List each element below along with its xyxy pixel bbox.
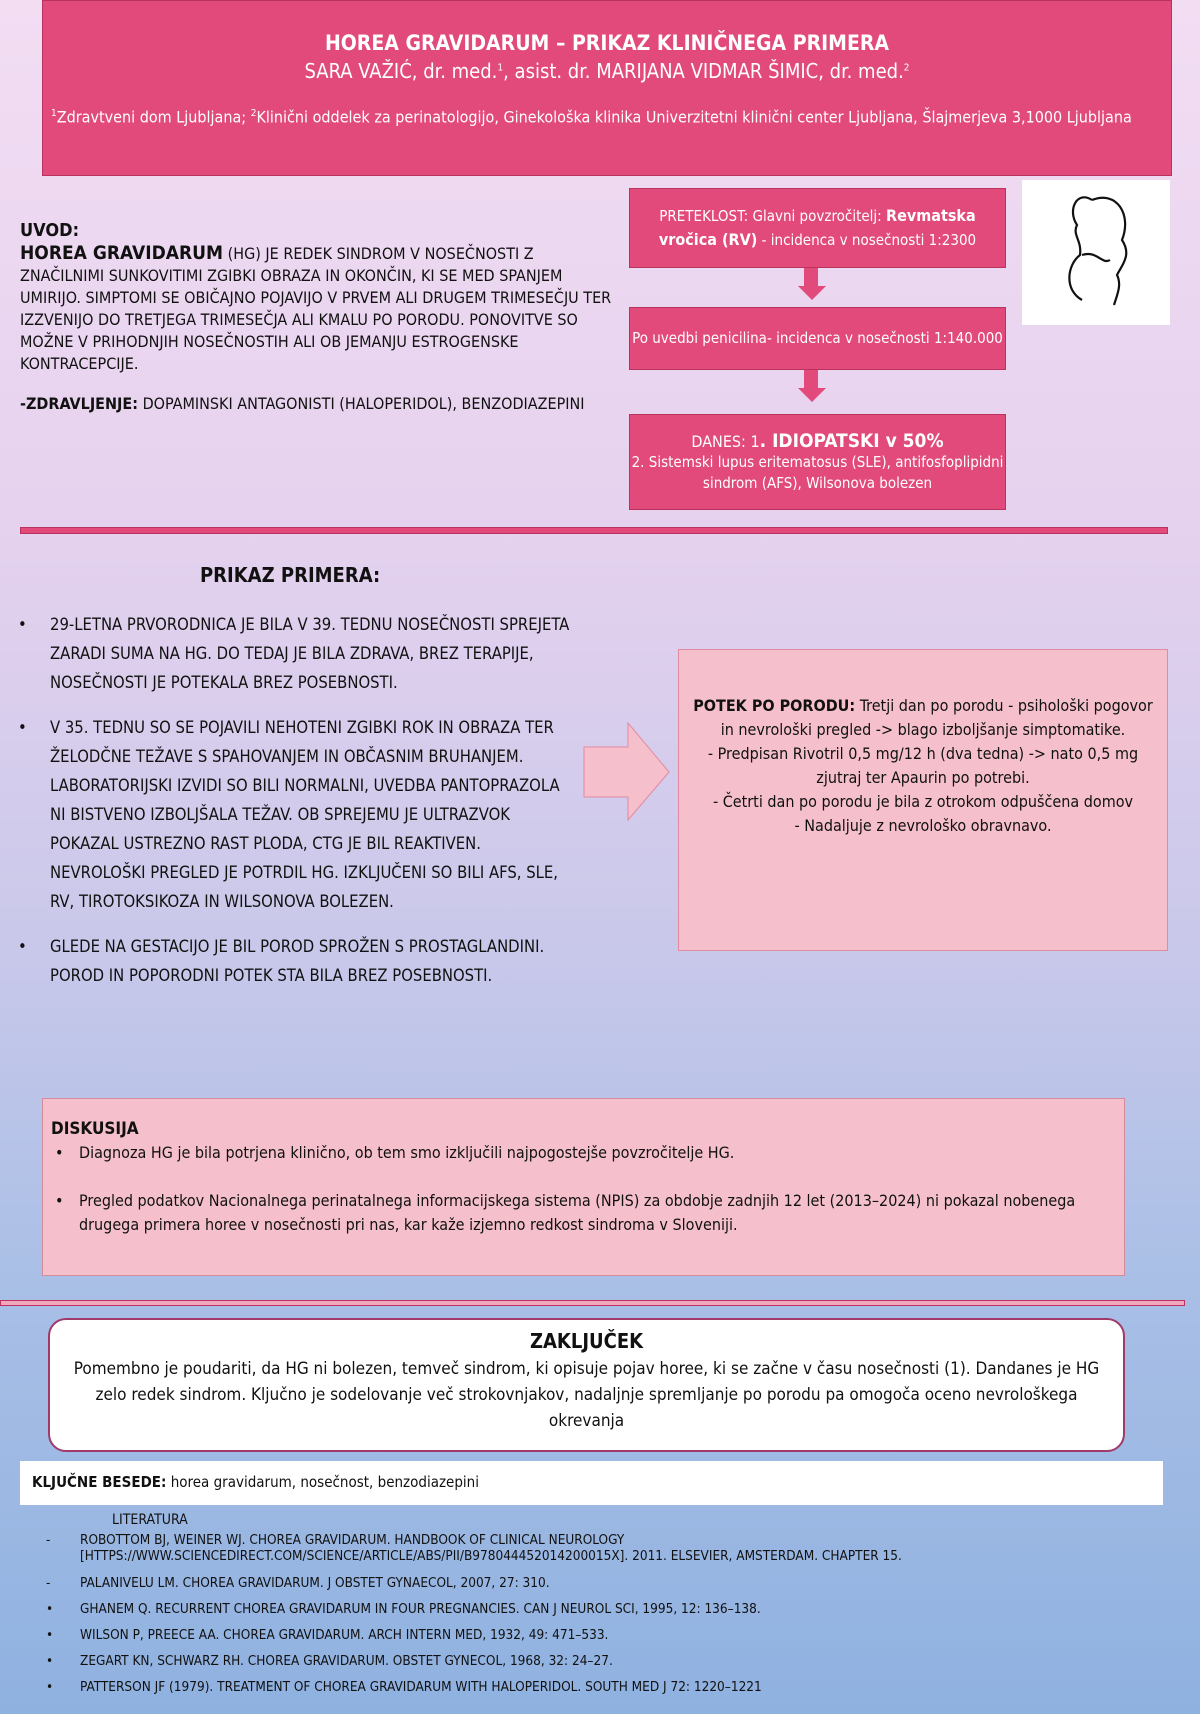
reference-text: PALANIVELU LM. CHOREA GRAVIDARUM. J OBSTET GYNAECOL, 2007, 27: 310. <box>80 1575 550 1591</box>
arrow-down-icon <box>798 370 824 402</box>
flow-box-past: PRETEKLOST: Glavni povzročitelj: Revmatska vročica (RV) - incidenca v nosečnosti 1:2300 <box>629 188 1006 268</box>
diskusija-box: DISKUSIJA • Diagnoza HG je bila potrjena klinično, ob tem smo izključili najpogostejše povzročitelje HG. • Pregled podatkov Nacionalnega perinatalnega informacijskega sistema (NPIS) za obdobje zadnjih 12 let (2013–2024) ni pokazal nobenega drugega primera horee v nosečnosti pri nas, kar kaže izjemno redkost sindroma v Sloveniji. <box>42 1098 1125 1276</box>
reference-text: WILSON P, PREECE AA. CHOREA GRAVIDARUM. ARCH INTERN MED, 1932, 49: 471–533. <box>80 1627 609 1643</box>
reference-item <box>32 1648 1132 1674</box>
uvod-heading: UVOD: <box>20 220 80 241</box>
bullet: • <box>46 1679 54 1695</box>
arrow-right-icon <box>583 722 671 822</box>
flow-box-penicillin: Po uvedbi penicilina- incidenca v nosečnosti 1:140.000 <box>629 307 1006 370</box>
potek-box: POTEK PO PORODU: Tretji dan po porodu - psihološki pogovor in nevrološki pregled -> blago izboljšanje simptomatike. - Predpisan Rivotril 0,5 mg/12 h (dva tedna) -> nato 0,5 mg zjutraj ter Apaurin po potrebi. - Četrti dan po porodu je bila z otrokom odpuščena domov - Nadaljuje z nevrološko obravnavo. <box>678 649 1168 951</box>
divider <box>0 1300 1185 1306</box>
list-item: - Nadaljuje z nevrološko obravnavo. <box>794 816 1052 835</box>
divider <box>20 527 1168 534</box>
uvod-section <box>20 220 620 415</box>
pregnant-woman-image <box>1022 180 1170 325</box>
authors: SARA VAŽIĆ, dr. med.$^1$, asist. dr. MARIJANA VIDMAR ŠIMIC, dr. med.$^2$ <box>304 59 910 83</box>
list-item: - Predpisan Rivotril 0,5 mg/12 h (dva tedna) -> nato 0,5 mg zjutraj ter Apaurin po potrebi. <box>707 744 1139 787</box>
reference-text: PATTERSON JF (1979). TREATMENT OF CHOREA GRAVIDARUM WITH HALOPERIDOL. SOUTH MED J 72: 1220–1221 <box>80 1679 762 1695</box>
list-item: • Pregled podatkov Nacionalnega perinatalnega informacijskega sistema (NPIS) za obdobje zadnjih 12 let (2013–2024) ni pokazal nobenega drugega primera horee v nosečnosti pri nas, kar kaže izjemno redkost sindroma v Sloveniji. <box>51 1189 1116 1237</box>
literatura-heading: LITERATURA <box>112 1512 188 1528</box>
reference-item <box>32 1532 1132 1564</box>
list-item: • V 35. TEDNU SO SE POJAVILI NEHOTENI ZGIBKI ROK IN OBRAZA TER ŽELODČNE TEŽAVE S SPAHOVANJEM IN OBČASNIM BRUHANJEM. LABORATORIJSKI IZVIDI SO BILI NORMALNI, UVEDBA PANTOPRAZOLA NI BISTVENO IZBOLJŠALA TEŽAV. OB SPREJEMU JE ULTRAZVOK POKAZAL USTREZNO RAST PLODA, CTG JE BIL REAKTIVEN. NEVROLOŠKI PREGLED JE POTRDIL HG. IZKLJUČENI SO BILI AFS, SLE, RV, TIROTOKSIKOZA IN WILSONOVA BOLEZEN. <box>18 713 578 916</box>
reference-text: GHANEM Q. RECURRENT CHOREA GRAVIDARUM IN FOUR PREGNANCIES. CAN J NEUROL SCI, 1995, 12: 136–138. <box>80 1601 761 1617</box>
bullet: - <box>46 1532 51 1548</box>
reference-item <box>32 1674 1132 1700</box>
flow-box-today: DANES: 1. IDIOPATSKI v 50% 2. Sistemski lupus eritematosus (SLE), antifosfoplipidni sindrom (AFS), Wilsonova bolezen <box>629 414 1006 510</box>
reference-text: ROBOTTOM BJ, WEINER WJ. CHOREA GRAVIDARUM. HANDBOOK OF CLINICAL NEUROLOGY [HTTPS://WWW.SCIENCEDIRECT.COM/SCIENCE/ARTICLE/ABS/PII/B978044452014200015X]. 2011. ELSEVIER, AMSTERDAM. CHAPTER 15. <box>80 1532 902 1564</box>
reference-item <box>32 1622 1132 1648</box>
reference-text: ZEGART KN, SCHWARZ RH. CHOREA GRAVIDARUM. OBSTET GYNECOL, 1968, 32: 24–27. <box>80 1653 613 1669</box>
literatura-section <box>32 1512 1132 1700</box>
poster-title: HOREA GRAVIDARUM – PRIKAZ KLINIČNEGA PRIMERA <box>324 31 890 55</box>
list-item: • GLEDE NA GESTACIJO JE BIL POROD SPROŽEN S PROSTAGLANDINI. POROD IN POPORODNI POTEK STA BILA BREZ POSEBNOSTI. <box>18 932 578 990</box>
bullet: • <box>46 1653 54 1669</box>
prikaz-heading: PRIKAZ PRIMERA: <box>200 563 381 587</box>
arrow-down-icon <box>798 268 824 300</box>
treatment-text: -ZDRAVLJENJE: DOPAMINSKI ANTAGONISTI (HALOPERIDOL), BENZODIAZEPINI <box>20 394 585 413</box>
list-item: • Diagnoza HG je bila potrjena klinično, ob tem smo izključili najpogostejše povzročitelje HG. <box>51 1141 1116 1165</box>
affiliations: $^1$Zdravtveni dom Ljubljana; $^2$Klinični oddelek za perinatologijo, Ginekološka klinika Univerzitetni klinični center Ljubljana, Šlajmerjeva 3,1000 Ljubljana <box>51 107 1132 127</box>
zakljucek-box: ZAKLJUČEK Pomembno je poudariti, da HG ni bolezen, temveč sindrom, ki opisuje pojav horee, ki se začne v času nosečnosti (1). Dandanes je HG zelo redek sindrom. Ključno je sodelovanje več strokovnjakov, nadaljnje spremljanje po porodu pa omogoča oceno nevrološkega okrevanja <box>48 1318 1125 1452</box>
bullet: • <box>46 1627 54 1643</box>
reference-item <box>32 1596 1132 1622</box>
bullet: - <box>46 1575 51 1591</box>
uvod-text: HOREA GRAVIDARUM (HG) JE REDEK SINDROM V NOSEČNOSTI Z ZNAČILNIMI SUNKOVITIMI ZGIBKI OBRAZA IN OKONČIN, KI SE MED SPANJEM UMIRIJO. SIMPTOMI SE OBIČAJNO POJAVIJO V PRVEM ALI DRUGEM TRIMESEČJU TER IZZVENIJO DO TRETJEGA TRIMESEČJA ALI KMALU PO PORODU. PONOVITVE SO MOŽNE V PRIHODNJIH NOSEČNOSTIH ALI OB JEMANJU ESTROGENSKE KONTRACEPCIJE. <box>20 242 612 373</box>
poster-header <box>42 0 1172 176</box>
list-item: • 29-LETNA PRVORODNICA JE BILA V 39. TEDNU NOSEČNOSTI SPREJETA ZARADI SUMA NA HG. DO TEDAJ JE BILA ZDRAVA, BREZ TERAPIJE, NOSEČNOSTI JE POTEKALA BREZ POSEBNOSTI. <box>18 610 578 697</box>
bullet: • <box>46 1601 54 1617</box>
case-list <box>18 610 578 1006</box>
keywords: KLJUČNE BESEDE: horea gravidarum, nosečnost, benzodiazepini <box>20 1461 1163 1505</box>
reference-item <box>32 1570 1132 1596</box>
list-item: - Četrti dan po porodu je bila z otrokom odpuščena domov <box>712 792 1134 811</box>
